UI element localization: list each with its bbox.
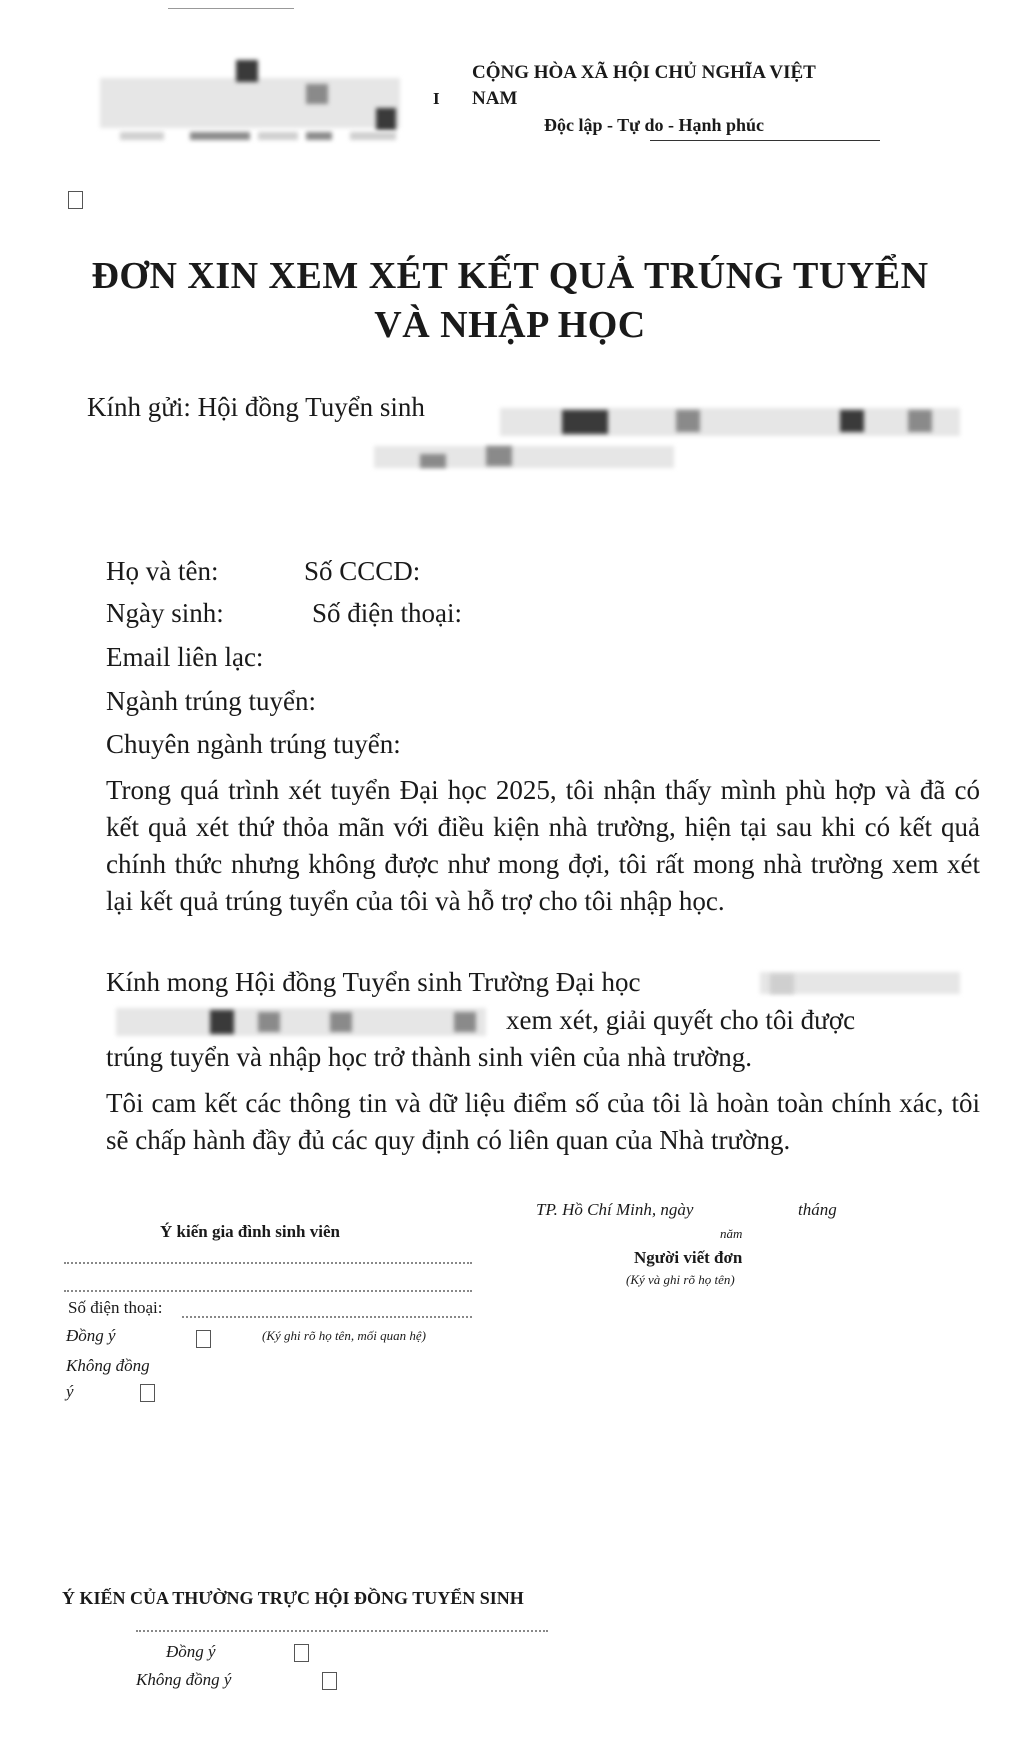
major-label: Ngành trúng tuyển: [106, 686, 316, 716]
recipient: Kính gửi: Hội đồng Tuyển sinh [87, 392, 425, 422]
body-paragraph-2-cont: xem xét, giải quyết cho tôi được [506, 1005, 856, 1035]
committee-agree-checkbox[interactable] [294, 1644, 309, 1662]
date-year: năm [720, 1226, 743, 1241]
body-paragraph-1: Trong quá trình xét tuyển Đại học 2025, tôi nhận thấy mình phù hợp và đã có kết quả xét thứ thỏa mãn với điều kiện nhà trường, hiện tại sau khi có kết quả chính thức nhưng không được như mong đợi, tôi rất mong nhà trường xem xét lại kết quả trúng tuyển của tôi và hỗ trợ cho tôi nhập học. [106, 775, 980, 916]
family-disagree-checkbox[interactable] [140, 1384, 155, 1402]
writer-sign-note: (Ký và ghi rõ họ tên) [626, 1272, 735, 1287]
family-agree-checkbox[interactable] [196, 1330, 211, 1348]
date-month: tháng [798, 1200, 837, 1219]
country-name-line1: CỘNG HÒA XÃ HỘI CHỦ NGHĨA VIỆT [472, 62, 816, 83]
body-paragraph-2-start: Kính mong Hội đồng Tuyển sinh Trường Đại học [106, 967, 641, 997]
document-title-line1: ĐƠN XIN XEM XÉT KẾT QUẢ TRÚNG TUYỂN [91, 255, 929, 297]
family-phone-line [182, 1316, 472, 1318]
writer-label: Người viết đơn [634, 1248, 743, 1267]
email-label: Email liên lạc: [106, 642, 264, 672]
country-name-line2: NAM [472, 88, 518, 109]
body-paragraph-2-end: trúng tuyển và nhập học trở thành sinh viên của nhà trường. [106, 1042, 753, 1072]
committee-disagree-checkbox[interactable] [322, 1672, 337, 1690]
family-opinion-line-1 [64, 1262, 472, 1264]
family-phone-label: Số điện thoại: [68, 1298, 163, 1317]
document-title-line2: VÀ NHẬP HỌC [374, 304, 646, 346]
stray-checkbox [68, 191, 83, 209]
place-date: TP. Hồ Chí Minh, ngày [536, 1200, 694, 1219]
family-sign-note: (Ký ghi rõ họ tên, mối quan hệ) [262, 1328, 426, 1343]
dob-label: Ngày sinh: [106, 598, 224, 628]
motto: Độc lập - Tự do - Hạnh phúc [544, 115, 765, 135]
phone-label: Số điện thoại: [312, 598, 462, 628]
committee-agree-label: Đồng ý [166, 1642, 216, 1661]
committee-opinion-line [136, 1630, 548, 1632]
motto-underline [650, 140, 880, 141]
body-paragraph-3: Tôi cam kết các thông tin và dữ liệu điểm số của tôi là hoàn toàn chính xác, tôi sẽ chấp hành đầy đủ các quy định có liên quan của Nhà trường. [106, 1088, 980, 1155]
committee-heading: Ý KIẾN CỦA THƯỜNG TRỰC HỘI ĐỒNG TUYỂN SINH [62, 1588, 524, 1608]
id-number-label: Số CCCD: [304, 556, 421, 586]
committee-disagree-label: Không đồng ý [136, 1670, 232, 1689]
specialization-label: Chuyên ngành trúng tuyển: [106, 729, 401, 759]
family-opinion-line-2 [64, 1290, 472, 1292]
top-rule [168, 8, 294, 9]
family-disagree-label-2: ý [66, 1382, 74, 1401]
family-opinion-heading: Ý kiến gia đình sinh viên [160, 1222, 340, 1241]
family-agree-label: Đồng ý [66, 1326, 116, 1345]
stray-mark: I [433, 89, 440, 108]
family-disagree-label-1: Không đồng [66, 1356, 150, 1375]
full-name-label: Họ và tên: [106, 556, 219, 586]
